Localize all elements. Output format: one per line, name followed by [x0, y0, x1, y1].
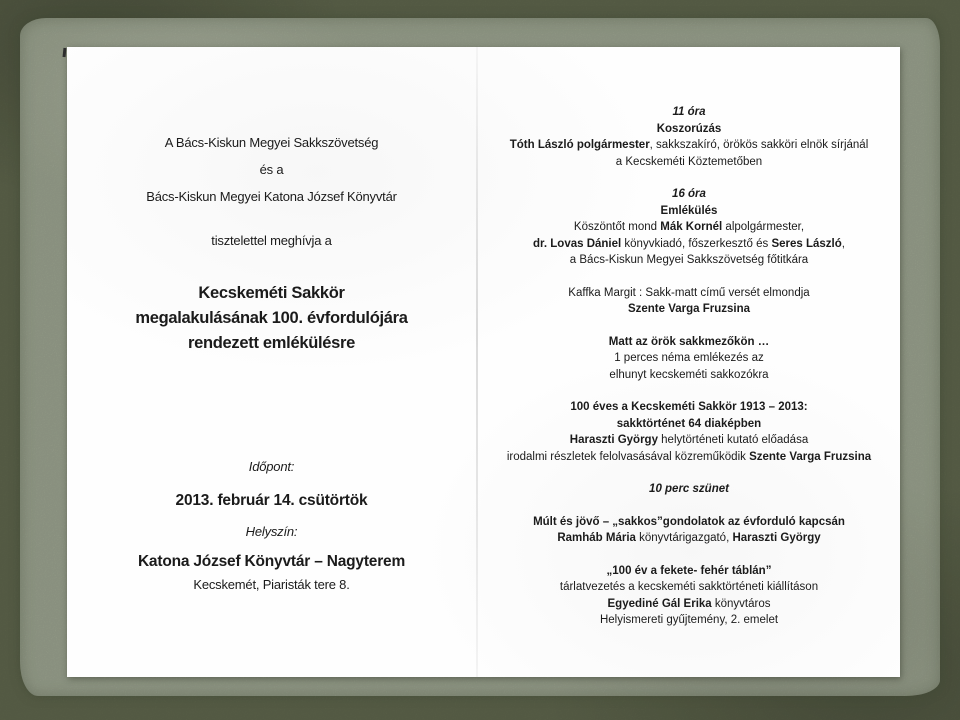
- paragraph: [67, 453, 476, 480]
- text-segment: dr. Lovas Dániel: [533, 237, 622, 250]
- text-segment: Mák Kornél: [660, 221, 723, 233]
- text-segment: megalakulásának 100. évfordulójára: [135, 309, 408, 327]
- text-segment: Egyediné Gál Erika: [607, 597, 712, 610]
- text-line: [478, 399, 900, 416]
- text-segment: tisztelettel meghívja a: [211, 233, 332, 248]
- text-line: [478, 186, 900, 203]
- text-segment: Tóth László polgármester: [509, 139, 650, 151]
- paragraph: [67, 281, 476, 356]
- text-segment: Koszorúzás: [656, 122, 722, 135]
- text-line: [478, 121, 900, 138]
- text-line: [67, 183, 476, 210]
- text-line: [67, 574, 476, 596]
- paragraph: [67, 518, 476, 545]
- invitation-left-page: [67, 47, 476, 677]
- text-line: [478, 367, 900, 384]
- text-segment: Kecskemét, Piaristák tere 8.: [193, 577, 350, 592]
- text-segment: Kaffka Margit : Sakk-matt című versét elmondja: [568, 286, 810, 299]
- text-line: [478, 563, 900, 580]
- text-segment: könyvtáros: [711, 597, 771, 610]
- text-line: [67, 331, 476, 356]
- text-segment: tárlatvezetés a kecskeméti sakktörténeti kiállításon: [559, 581, 819, 593]
- text-line: [478, 481, 900, 498]
- text-line: [478, 104, 900, 121]
- text-line: [67, 129, 476, 156]
- paragraph: [478, 186, 900, 269]
- text-segment: Helyszín:: [245, 524, 298, 539]
- paragraph: [67, 550, 476, 596]
- text-line: [478, 203, 900, 220]
- text-segment: 1 perces néma emlékezés az: [614, 352, 764, 364]
- text-line: [478, 154, 900, 171]
- text-segment: elhunyt kecskeméti sakkozókra: [609, 368, 769, 381]
- text-segment: Köszöntőt mond: [573, 221, 661, 233]
- paragraph: [478, 334, 900, 384]
- paragraph: [478, 563, 900, 629]
- paragraph: [67, 129, 476, 210]
- text-segment: Ramháb Mária: [557, 532, 636, 544]
- text-segment: könyvkiadó, főszerkesztő és: [621, 237, 772, 250]
- text-segment: Múlt és jövő – „sakkos”gondolatok az évforduló kapcsán: [533, 515, 845, 528]
- invitation-document: [67, 47, 900, 677]
- text-line: [478, 137, 900, 154]
- paragraph: [478, 285, 900, 318]
- text-segment: helytörténeti kutató előadása: [657, 434, 809, 446]
- text-line: [478, 530, 900, 547]
- text-segment: „100 év a fekete- fehér táblán”: [606, 564, 772, 577]
- text-segment: sakktörténet 64 diaképben: [616, 417, 762, 430]
- text-line: [478, 449, 900, 466]
- text-segment: a Bács-Kiskun Megyei Sakkszövetség főtitkára: [569, 254, 809, 266]
- text-line: [478, 416, 900, 433]
- text-segment: 11 óra: [672, 106, 706, 118]
- text-line: [67, 550, 476, 574]
- text-line: [67, 518, 476, 545]
- text-line: [478, 596, 900, 613]
- text-segment: , sakkszakíró, örökös sakköri elnök sírjánál: [649, 139, 869, 151]
- paragraph: [67, 227, 476, 254]
- text-line: [478, 301, 900, 318]
- text-segment: irodalmi részletek felolvasásával közreműködik: [506, 450, 750, 463]
- text-segment: Szente Varga Fruzsina: [627, 303, 751, 315]
- text-segment: Kecskeméti Sakkör: [198, 284, 345, 302]
- text-line: [67, 306, 476, 331]
- text-segment: Seres László: [771, 237, 842, 250]
- text-line: [478, 285, 900, 302]
- text-segment: ,: [841, 237, 845, 250]
- text-line: [67, 156, 476, 183]
- text-line: [478, 350, 900, 367]
- text-line: [67, 281, 476, 306]
- text-segment: Matt az örök sakkmezőkön …: [608, 335, 770, 348]
- text-segment: 100 éves a Kecskeméti Sakkör 1913 – 2013:: [570, 401, 808, 413]
- text-line: [67, 227, 476, 254]
- paragraph: [478, 481, 900, 498]
- text-segment: 10 perc szünet: [649, 483, 729, 495]
- text-line: [478, 252, 900, 269]
- paragraph: [478, 104, 900, 170]
- text-segment: rendezett emlékülésre: [187, 334, 356, 352]
- text-line: [478, 219, 900, 236]
- text-segment: 16 óra: [672, 188, 706, 200]
- invitation-right-page: [478, 47, 900, 677]
- text-segment: és a: [259, 162, 284, 177]
- text-line: [67, 453, 476, 480]
- text-line: [478, 236, 900, 253]
- text-segment: Haraszti György: [732, 532, 821, 544]
- text-segment: alpolgármester,: [722, 221, 805, 233]
- paragraph: [67, 487, 476, 514]
- text-segment: A Bács-Kiskun Megyei Sakkszövetség: [164, 135, 379, 150]
- text-segment: a Kecskeméti Köztemetőben: [615, 155, 763, 168]
- paragraph: [478, 514, 900, 547]
- text-segment: Haraszti György: [569, 434, 658, 446]
- text-segment: Időpont:: [248, 459, 295, 474]
- text-segment: könyvtárigazgató,: [635, 532, 733, 544]
- text-line: [478, 579, 900, 596]
- text-line: [478, 432, 900, 449]
- text-segment: Szente Varga Fruzsina: [749, 450, 872, 463]
- paragraph: [478, 399, 900, 465]
- text-segment: Helyismereti gyűjtemény, 2. emelet: [599, 614, 779, 626]
- text-segment: Bács-Kiskun Megyei Katona József Könyvtár: [146, 189, 397, 204]
- text-line: [67, 487, 476, 514]
- text-segment: 2013. február 14. csütörtök: [175, 492, 368, 509]
- text-line: [478, 514, 900, 531]
- text-segment: Katona József Könyvtár – Nagyterem: [137, 553, 406, 570]
- text-segment: Emlékülés: [660, 204, 718, 217]
- text-line: [478, 334, 900, 351]
- text-line: [478, 612, 900, 629]
